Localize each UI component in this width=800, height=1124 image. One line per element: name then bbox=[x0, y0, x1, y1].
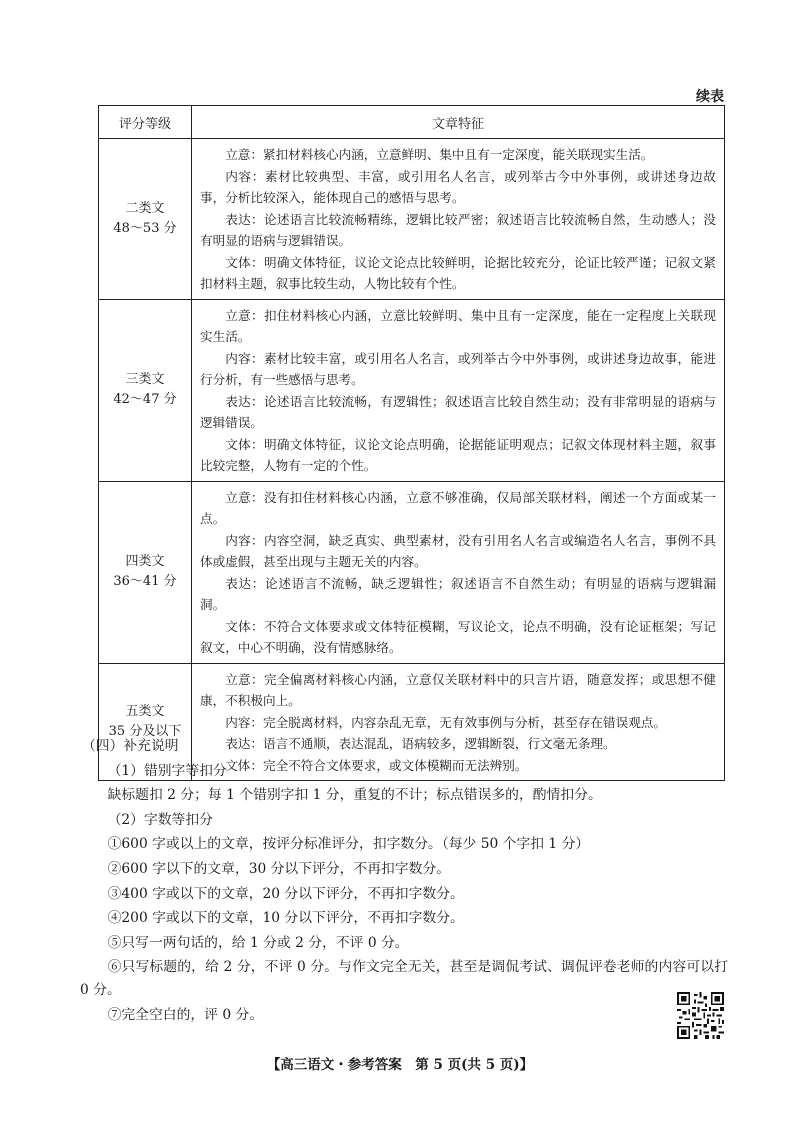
table-row bbox=[99, 299, 725, 481]
grade-cell bbox=[99, 481, 192, 663]
criterion-content: 内容：素材比较丰富，或引用名人名言，或列举古今中外事例，或讲述身边故事，能进行分析，有一些感悟与思考。 bbox=[200, 350, 716, 387]
table-row bbox=[99, 139, 725, 300]
criteria-cell bbox=[192, 299, 725, 481]
criterion-theme: 立意：没有扣住材料核心内涵，立意不够准确，仅局部关联材料，阐述一个方面或某一点。 bbox=[200, 489, 716, 526]
grade-cell bbox=[99, 299, 192, 481]
grade-name: 四类文 bbox=[125, 554, 165, 569]
word-count-rule: ②600 字以下的文章，30 分以下评分，不再扣字数分。 bbox=[107, 860, 450, 877]
table-row bbox=[99, 481, 725, 663]
grade-range: 35 分及以下 bbox=[108, 723, 182, 739]
criterion-content: 内容：素材比较典型、丰富，或引用名人名言，或列举古今中外事例，或讲述身边故事，分析比较深入，能体现自己的感悟与思考。 bbox=[200, 168, 716, 205]
criterion-theme: 立意：紧扣材料核心内涵，立意鲜明、集中且有一定深度，能关联现实生活。 bbox=[225, 147, 654, 162]
criterion-expression: 表达：语言不通顺，表达混乱，语病较多，逻辑断裂，行文毫无条理。 bbox=[225, 736, 616, 751]
grade-range: 48～53 分 bbox=[113, 220, 177, 236]
criterion-content: 内容：内容空洞，缺乏真实、典型素材，没有引用名人名言或编造名人名言，事例不具体或虚假，甚至出现与主题无关的内容。 bbox=[200, 532, 716, 569]
grade-name: 三类文 bbox=[125, 372, 165, 387]
word-count-rule: ⑦完全空白的，评 0 分。 bbox=[107, 1006, 264, 1023]
criterion-genre: 文体：明确文体特征，议论文论点比较鲜明，论据比较充分，论证比较严谨；记叙文紧扣材料主题，叙事比较生动，人物比较有个性。 bbox=[200, 254, 716, 291]
grading-table bbox=[98, 105, 725, 781]
grade-cell bbox=[99, 139, 192, 300]
criterion-theme: 立意：完全偏离材料核心内涵，立意仅关联材料中的只言片语，随意发挥；或思想不健康，不积极向上。 bbox=[200, 671, 716, 708]
header-features: 文章特征 bbox=[192, 106, 725, 139]
word-count-rule: ⑥只写标题的，给 2 分，不评 0 分。与作文完全无关，甚至是调侃考试、调侃评卷老师的内容可以打 0 分。 bbox=[80, 959, 728, 999]
word-count-rule: ③400 字或以下的文章，20 分以下评分，不再扣字数分。 bbox=[107, 885, 464, 902]
subsection-title-word-count: （2）字数等扣分 bbox=[107, 811, 213, 828]
criterion-expression: 表达：论述语言比较流畅精练，逻辑比较严密；叙述语言比较流畅自然，生动感人；没有明显的语病与逻辑错误。 bbox=[200, 211, 716, 248]
word-count-rule: ④200 字或以下的文章，10 分以下评分，不再扣字数分。 bbox=[107, 910, 464, 927]
supplement-heading: （四）补充说明 bbox=[82, 738, 179, 754]
grade-range: 36～41 分 bbox=[113, 574, 177, 589]
criterion-genre: 文体：明确文体特征，议论文论点明确，论据能证明观点；记叙文体现材料主题，叙事比较完整，人物有一定的个性。 bbox=[200, 436, 716, 473]
criterion-content: 内容：完全脱离材料，内容杂乱无章，无有效事例与分析，甚至存在错误观点。 bbox=[225, 714, 666, 730]
continued-label: 续表 bbox=[696, 89, 724, 105]
page-footer: 【高三语文・参考答案 第 5 页(共 5 页)】 bbox=[266, 1057, 534, 1073]
criterion-expression: 表达：论述语言不流畅，缺乏逻辑性；叙述语言不自然生动；有明显的语病与逻辑漏洞。 bbox=[200, 575, 716, 612]
grade-name: 五类文 bbox=[125, 703, 165, 719]
header-grade-level: 评分等级 bbox=[99, 106, 192, 139]
typo-deduction-rule: 缺标题扣 2 分；每 1 个错别字扣 1 分，重复的不计；标点错误多的，酌情扣分。 bbox=[107, 787, 602, 804]
criterion-genre: 文体：完全不符合文体要求，或文体模糊而无法辨别。 bbox=[225, 757, 528, 773]
word-count-rule: ①600 字或以上的文章，按评分标准评分，扣字数分。（每少 50 个字扣 1 分） bbox=[107, 836, 590, 853]
qr-code-icon bbox=[677, 992, 724, 1039]
criteria-cell bbox=[192, 481, 725, 663]
criterion-genre: 文体：不符合文体要求或文体特征模糊，写议论文，论点不明确，没有论证框架；写记叙文，中心不明确，没有情感脉络。 bbox=[200, 618, 716, 655]
criterion-theme: 立意：扣住材料核心内涵，立意比较鲜明、集中且有一定深度，能在一定程度上关联现实生活。 bbox=[200, 307, 716, 344]
criteria-cell bbox=[192, 139, 725, 300]
subsection-title-typos: （1）错别字等扣分 bbox=[107, 762, 227, 779]
criterion-expression: 表达：论述语言比较流畅，有逻辑性；叙述语言比较自然生动；没有非常明显的语病与逻辑错误。 bbox=[200, 393, 716, 430]
grade-name: 二类文 bbox=[125, 200, 165, 216]
table-header-row bbox=[99, 106, 725, 139]
grade-range: 42～47 分 bbox=[113, 392, 177, 407]
supplement-section bbox=[80, 735, 728, 1029]
word-count-rule: ⑤只写一两句话的，给 1 分或 2 分，不评 0 分。 bbox=[107, 934, 409, 951]
